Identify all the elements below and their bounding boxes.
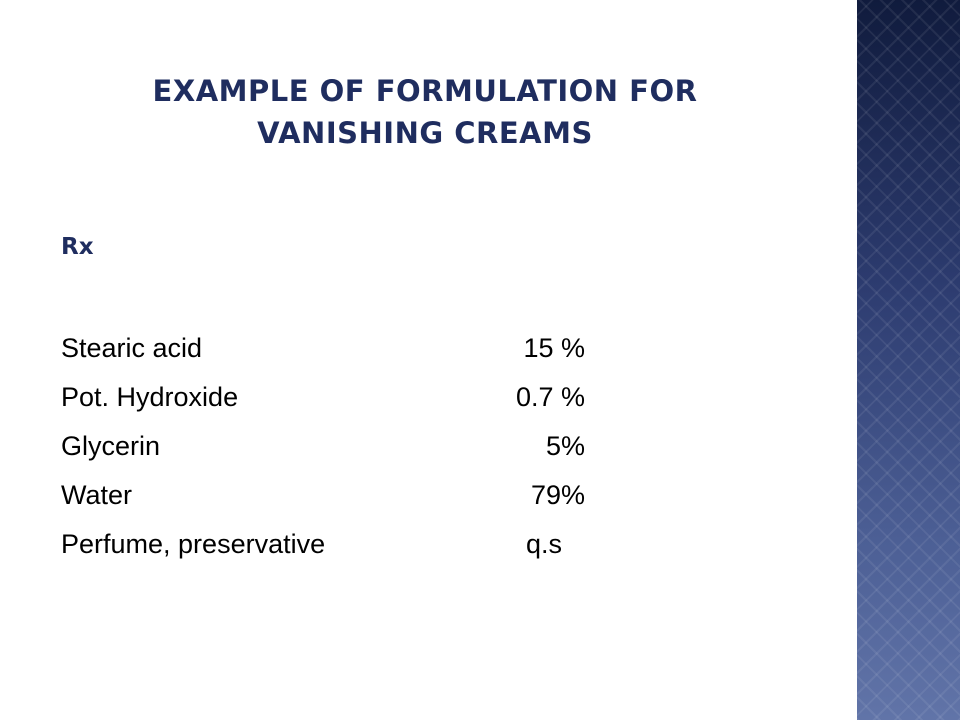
slide-title-line-1: EXAMPLE OF FORMULATION FOR bbox=[152, 74, 698, 108]
ingredient-name: Stearic acid bbox=[61, 333, 203, 363]
ingredient-amount: q.s bbox=[525, 529, 562, 559]
ingredient-row-glycerin bbox=[61, 428, 601, 477]
ingredient-row-water bbox=[61, 477, 601, 526]
ingredient-name: Perfume, preservative bbox=[61, 529, 326, 559]
ingredient-name: Pot. Hydroxide bbox=[61, 382, 239, 412]
ingredient-amount: 79% bbox=[530, 480, 585, 510]
slide-title-line-2: VANISHING CREAMS bbox=[257, 116, 593, 150]
rx-label: Rx bbox=[61, 234, 94, 260]
ingredient-row-perfume-preservative bbox=[61, 526, 601, 575]
ingredient-row-stearic-acid bbox=[61, 330, 601, 379]
ingredient-amount: 0.7 % bbox=[515, 382, 585, 412]
decorative-side-band bbox=[857, 0, 960, 720]
slide-title bbox=[60, 70, 790, 154]
ingredient-amount: 5% bbox=[545, 431, 585, 461]
ingredient-row-pot-hydroxide bbox=[61, 379, 601, 428]
ingredient-list bbox=[61, 330, 601, 575]
ingredient-name: Glycerin bbox=[61, 431, 161, 461]
ingredient-name: Water bbox=[61, 480, 133, 510]
ingredient-amount: 15 % bbox=[523, 333, 585, 363]
